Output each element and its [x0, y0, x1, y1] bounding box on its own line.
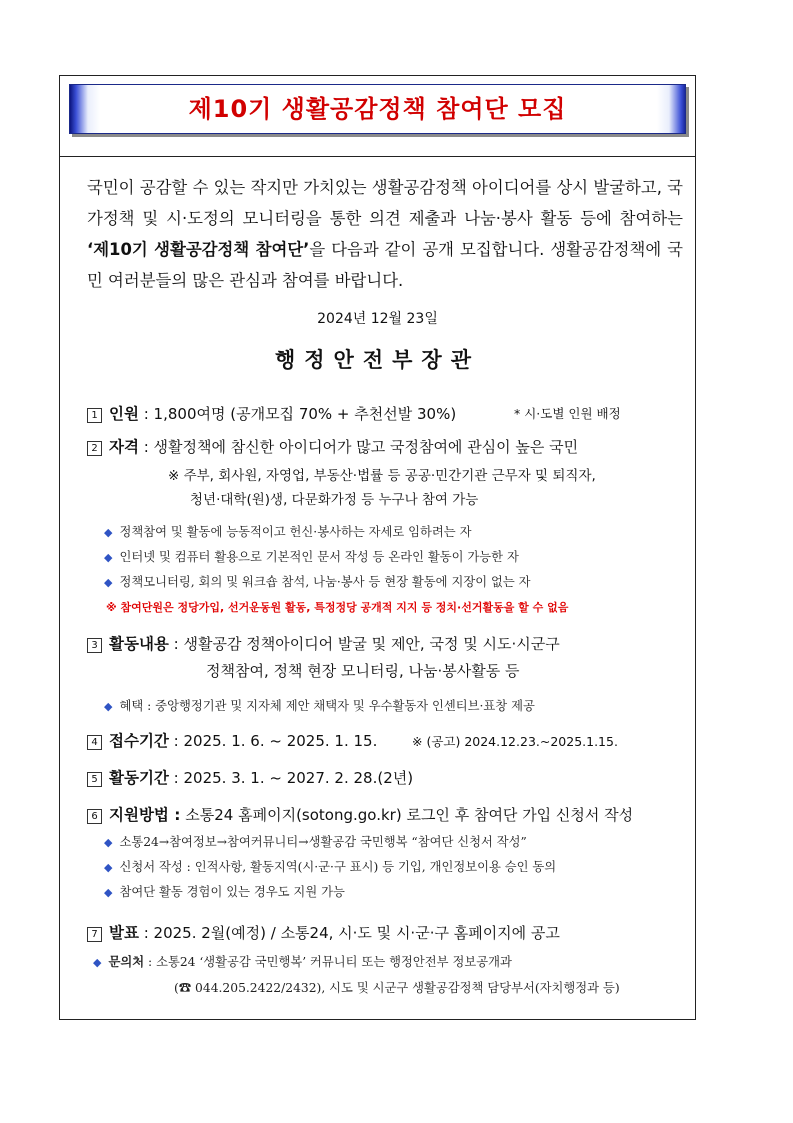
item-sep: : — [138, 438, 154, 456]
diamond-bullet-icon: ◆ — [93, 956, 102, 969]
item-label: 지원방법 : — [109, 806, 181, 824]
title-banner — [69, 84, 686, 134]
diamond-bullet-icon: ◆ — [104, 836, 113, 849]
notice-frame — [59, 75, 696, 1020]
bullet-text: 참여단 활동 경험이 있는 경우도 지원 가능 — [119, 885, 345, 899]
application-notice-note: ※ (공고) 2024.12.23.~2025.1.15. — [412, 734, 618, 749]
contact-label: 문의처 — [108, 955, 145, 969]
item-text: 2025. 3. 1. ~ 2027. 2. 28.(2년) — [183, 769, 414, 787]
item-activities — [87, 632, 560, 654]
minister-signature: 행정안전부장관 — [274, 348, 480, 372]
list-item — [104, 857, 556, 875]
item-number: 2 — [87, 441, 102, 456]
item-number: 5 — [87, 772, 102, 787]
intro-paragraph — [87, 172, 683, 296]
intro-text-1: 국민이 공감할 수 있는 작지만 가치있는 생활공감정책 아이디어를 상시 발굴하고, 국가정책 및 시·도정의 모니터링을 통한 의견 제출과 나눔·봉사 활동 등에 참여하는 — [87, 178, 683, 228]
item-label: 접수기간 — [109, 732, 169, 750]
bullet-text: 소통24→참여정보→참여커뮤니티→생활공감 국민행복 “참여단 신청서 작성” — [119, 835, 527, 849]
item-text: 생활공감 정책아이디어 발굴 및 제안, 국정 및 시도·시군구 — [183, 635, 560, 653]
intro-bold: ‘제10기 생활공감정책 참여단’ — [87, 240, 310, 259]
item-label: 인원 — [109, 405, 139, 423]
page-title: 제10기 생활공감정책 참여단 모집 — [188, 95, 567, 123]
item-sep: : — [138, 405, 154, 423]
diamond-bullet-icon: ◆ — [104, 861, 113, 874]
item-activity-period — [87, 766, 413, 788]
contact-text: : 소통24 ‘생활공감 국민행복’ 커뮤니티 또는 행정안전부 정보공개과 — [144, 955, 512, 969]
item-sep: : — [138, 924, 154, 942]
item-label: 활동내용 — [109, 635, 169, 653]
item-number: 1 — [87, 408, 102, 423]
item-sep: : — [168, 769, 184, 787]
eligibility-note-line2: 청년·대학(원)생, 다문화가정 등 누구나 참여 가능 — [190, 492, 479, 508]
diamond-bullet-icon: ◆ — [104, 526, 113, 539]
eligibility-warning: ※ 참여단원은 정당가입, 선거운동원 활동, 특정정당 공개적 지지 등 정치·선거활동을 할 수 없음 — [106, 601, 569, 614]
item-number: 7 — [87, 927, 102, 942]
item-label: 자격 — [109, 438, 139, 456]
item-eligibility — [87, 435, 578, 457]
phone-icon: ☎ — [178, 981, 192, 995]
bullet-text: 혜택 : 중앙행정기관 및 지자체 제안 채택자 및 우수활동자 인센티브·표창 제공 — [119, 699, 535, 713]
item-sep: : — [168, 635, 184, 653]
item-number: 3 — [87, 638, 102, 653]
item-sep: : — [168, 732, 184, 750]
contact-line2: (☎ 044.205.2422/2432), 시도 및 시군구 생활공감정책 담당부서(자치행정과 등) — [174, 981, 620, 995]
item-number: 4 — [87, 735, 102, 750]
bullet-text: 정책참여 및 활동에 능동적이고 헌신·봉사하는 자세로 임하려는 자 — [119, 525, 472, 539]
diamond-bullet-icon: ◆ — [104, 700, 113, 713]
list-item — [104, 696, 535, 714]
bullet-text: 정책모니터링, 회의 및 워크숍 참석, 나눔·봉사 등 현장 활동에 지장이 없는 자 — [119, 575, 531, 589]
contact-phone-text: 044.205.2422/2432), 시도 및 시군구 생활공감정책 담당부서(자치행정과 등) — [195, 981, 620, 995]
item-label: 활동기간 — [109, 769, 169, 787]
contact-line1 — [93, 952, 512, 970]
item-label: 발표 — [109, 924, 139, 942]
eligibility-note-line1: ※ 주부, 회사원, 자영업, 부동산·법률 등 공공·민간기관 근무자 및 퇴직자, — [168, 468, 596, 484]
item-activities-line2: 정책참여, 정책 현장 모니터링, 나눔·봉사활동 등 — [206, 662, 520, 680]
item-headcount-note: * 시·도별 인원 배정 — [514, 406, 621, 421]
item-how-to-apply — [87, 803, 633, 825]
intro-text-2: 을 다음과 같이 공개 모집합니다. 생활공감정책에 국민 여러분들의 많은 관심과 참여를 바랍니다. — [87, 240, 683, 290]
title-cell — [60, 76, 695, 157]
list-item — [104, 572, 531, 590]
item-text: 생활정책에 참신한 아이디어가 많고 국정참여에 관심이 높은 국민 — [153, 438, 579, 456]
item-text: 소통24 홈페이지(sotong.go.kr) 로그인 후 참여단 가입 신청서 작성 — [185, 806, 634, 824]
diamond-bullet-icon: ◆ — [104, 576, 113, 589]
bullet-text: 인터넷 및 컴퓨터 활용으로 기본적인 문서 작성 등 온라인 활동이 가능한 자 — [119, 550, 519, 564]
item-text: 2025. 1. 6. ~ 2025. 1. 15. — [183, 732, 378, 750]
list-item — [104, 832, 527, 850]
announcement-date: 2024년 12월 23일 — [317, 311, 438, 327]
diamond-bullet-icon: ◆ — [104, 886, 113, 899]
item-number: 6 — [87, 809, 102, 824]
list-item — [104, 547, 519, 565]
diamond-bullet-icon: ◆ — [104, 551, 113, 564]
list-item — [104, 522, 471, 540]
bullet-text: 신청서 작성 : 인적사항, 활동지역(시·군·구 표시) 등 기입, 개인정보이용 승인 동의 — [119, 860, 557, 874]
item-application-period — [87, 729, 377, 751]
item-text: 2025. 2월(예정) / 소통24, 시·도 및 시·군·구 홈페이지에 공고 — [153, 924, 560, 942]
item-text: 1,800여명 (공개모집 70% + 추천선발 30%) — [153, 405, 457, 423]
list-item — [104, 882, 345, 900]
item-headcount — [87, 402, 456, 424]
item-announcement — [87, 921, 560, 943]
